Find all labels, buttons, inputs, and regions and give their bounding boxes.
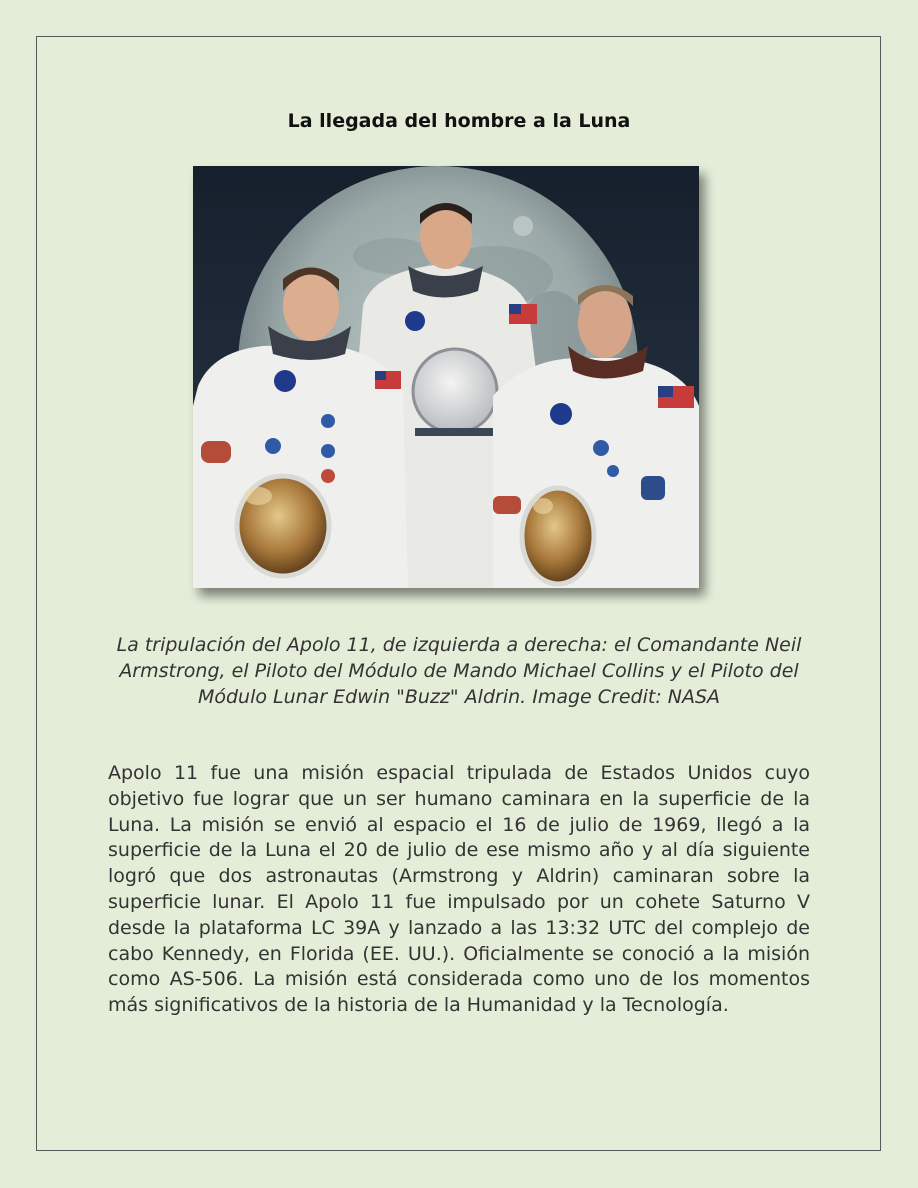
aldrin-helmet: [522, 488, 594, 584]
page-title: La llegada del hombre a la Luna: [287, 110, 631, 132]
body-paragraph: Apolo 11 fue una misión espacial tripulada de Estados Unidos cuyo objetivo fue lograr que un ser humano caminara en la superficie de la Luna. La misión se envió al espacio el 16 de julio de 1969, llegó a la superficie de la Luna el 20 de julio de ese mismo año y al día siguiente logró que dos astronautas (Armstrong y Aldrin) caminaran sobre la superficie lunar. El Apolo 11 fue impulsado por un cohete Saturno V desde la plataforma LC 39A y lanzado a las 13:32 UTC del complejo de cabo Kennedy, en Florida (EE. UU.). Oficialmente se conoció a la misión como AS-506. La misión está considerada como uno de los momentos más significativos de la historia de la Humanidad y la Tecnología.: [108, 762, 810, 1017]
crew-photo: [193, 166, 699, 588]
collins-helmet: [413, 349, 497, 433]
photo-caption: La tripulación del Apolo 11, de izquierda a derecha: el Comandante Neil Armstrong, el Piloto del Módulo de Mando Michael Collins y el Piloto del Módulo Lunar Edwin "Buzz" Aldrin. Image Credit: NASA: [116, 634, 802, 708]
nasa-badge-armstrong: [274, 370, 296, 392]
nasa-badge-aldrin: [550, 403, 572, 425]
nasa-badge-collins: [405, 311, 425, 331]
